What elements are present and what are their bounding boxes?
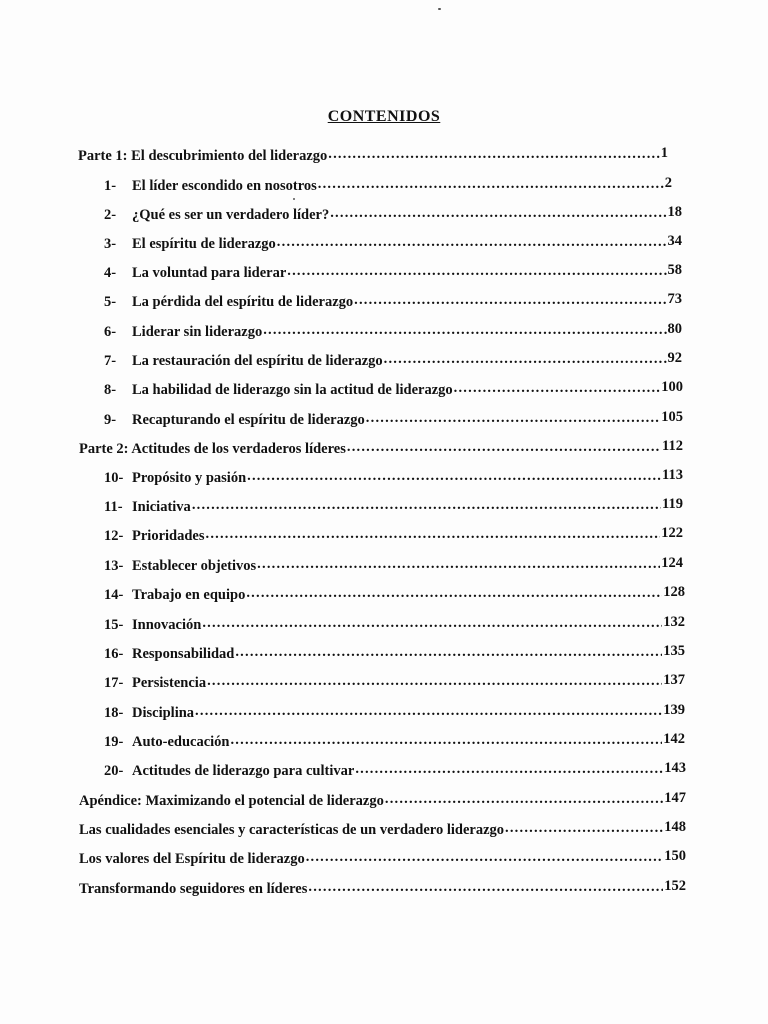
dot-leader	[230, 732, 662, 746]
toc-entry-page-number: 34	[667, 233, 682, 249]
dot-leader	[505, 820, 663, 834]
dot-leader	[366, 410, 660, 424]
toc-entry	[104, 292, 682, 312]
toc-entry-number: 17-	[104, 675, 124, 691]
toc-entry-page-number: 150	[664, 848, 686, 864]
toc-entry	[104, 615, 685, 635]
toc-entry-page-number: 1	[660, 145, 668, 161]
toc-entry	[104, 351, 682, 371]
toc-entry	[104, 176, 672, 196]
toc-entry-number: 3-	[104, 236, 117, 252]
toc-entry-label: Parte 2: Actitudes de los verdaderos líderes	[79, 441, 346, 457]
toc-entry	[104, 556, 683, 576]
scan-speck	[293, 198, 295, 200]
toc-entry	[104, 526, 683, 546]
toc-entry-number: 5-	[104, 294, 117, 310]
toc-entry	[78, 146, 668, 166]
toc-entry-page-number: 147	[664, 790, 686, 806]
toc-entry-number: 15-	[104, 617, 124, 633]
toc-entry	[104, 585, 685, 605]
toc-entry-page-number: 124	[661, 555, 683, 571]
toc-entry	[104, 234, 682, 254]
toc-entry-page-number: 119	[662, 496, 683, 512]
toc-entry	[104, 497, 683, 517]
toc-entry-page-number: 100	[661, 379, 683, 395]
toc-entry-page-number: 137	[663, 672, 685, 688]
toc-entry-label: Prioridades	[132, 528, 205, 544]
toc-entry	[104, 468, 683, 488]
toc-entry-label: Liderar sin liderazgo	[132, 324, 263, 340]
dot-leader	[263, 322, 666, 336]
toc-entry-label: El espíritu de liderazgo	[132, 236, 276, 252]
toc-entry-page-number: 139	[663, 702, 685, 718]
toc-entry-number: 18-	[104, 705, 124, 721]
toc-entry-number: 7-	[104, 353, 117, 369]
toc-entry-number: 20-	[104, 763, 124, 779]
toc-entry-label: La habilidad de liderazgo sin la actitud de liderazgo	[132, 382, 453, 398]
dot-leader	[384, 351, 667, 365]
toc-entry-label: Recapturando el espíritu de liderazgo	[132, 412, 365, 428]
toc-entry	[79, 791, 686, 811]
dot-leader	[306, 849, 664, 863]
toc-entry-number: 6-	[104, 324, 117, 340]
toc-entry-label: Apéndice: Maximizando el potencial de liderazgo	[79, 793, 384, 809]
toc-entry-number: 4-	[104, 265, 117, 281]
toc-entry-page-number: 148	[664, 819, 686, 835]
dot-leader	[454, 380, 661, 394]
toc-entry	[104, 410, 683, 430]
dot-leader	[385, 791, 663, 805]
dot-leader	[347, 439, 661, 453]
toc-entry	[104, 322, 682, 342]
toc-entry-page-number: 105	[661, 409, 683, 425]
toc-entry-page-number: 132	[663, 614, 685, 630]
toc-entry-label: Trabajo en equipo	[132, 587, 246, 603]
dot-leader	[235, 644, 662, 658]
toc-entry-number: 14-	[104, 587, 124, 603]
toc-entry-label: La restauración del espíritu de liderazgo	[132, 353, 383, 369]
toc-entry	[104, 380, 683, 400]
toc-entry-label: La pérdida del espíritu de liderazgo	[132, 294, 354, 310]
dot-leader	[354, 292, 666, 306]
toc-entry-page-number: 80	[667, 321, 682, 337]
toc-entry-label: Las cualidades esenciales y características de un verdadero liderazgo	[79, 822, 505, 838]
dot-leader	[206, 526, 661, 540]
toc-entry	[104, 644, 685, 664]
toc-entry-number: 11-	[104, 499, 123, 515]
toc-entry	[79, 849, 686, 869]
toc-entry-page-number: 142	[663, 731, 685, 747]
dot-leader	[287, 263, 666, 277]
toc-entry-page-number: 152	[664, 878, 686, 894]
toc-entry-page-number: 113	[662, 467, 683, 483]
toc-entry-page-number: 128	[663, 584, 685, 600]
toc-entry-number: 12-	[104, 528, 124, 544]
dot-leader	[207, 673, 662, 687]
dot-leader	[257, 556, 660, 570]
toc-entry	[79, 439, 683, 459]
toc-entry-number: 9-	[104, 412, 117, 428]
dot-leader	[308, 879, 663, 893]
dot-leader	[202, 615, 662, 629]
toc-entry	[104, 263, 682, 283]
toc-entry-label: La voluntad para liderar	[132, 265, 287, 281]
dot-leader	[355, 761, 663, 775]
toc-entry	[104, 673, 685, 693]
dot-leader	[246, 585, 662, 599]
scan-speck	[438, 8, 441, 10]
toc-entry-label: ¿Qué es ser un verdadero líder?	[132, 207, 330, 223]
toc-entry-page-number: 73	[667, 291, 682, 307]
toc-entry-label: Persistencia	[132, 675, 207, 691]
toc-entry	[79, 879, 686, 899]
toc-entry-number: 8-	[104, 382, 117, 398]
toc-entry-label: Innovación	[132, 617, 202, 633]
toc-entry-label: El líder escondido en nosotros	[132, 178, 317, 194]
toc-entry	[104, 761, 686, 781]
toc-entry-page-number: 135	[663, 643, 685, 659]
dot-leader	[328, 146, 659, 160]
toc-entry-page-number: 2	[664, 175, 672, 191]
toc-entry-label: Auto-educación	[132, 734, 230, 750]
toc-entry-number: 13-	[104, 558, 124, 574]
toc-entry-number: 2-	[104, 207, 117, 223]
toc-entry-page-number: 58	[667, 262, 682, 278]
dot-leader	[195, 703, 662, 717]
toc-entry-label: Disciplina	[132, 705, 195, 721]
toc-entry	[104, 703, 685, 723]
dot-leader	[330, 205, 666, 219]
dot-leader	[192, 497, 661, 511]
toc-entry-label: Transformando seguidores en líderes	[79, 881, 308, 897]
page-title: CONTENIDOS	[327, 108, 441, 125]
toc-entry-label: Actitudes de liderazgo para cultivar	[132, 763, 355, 779]
dot-leader	[247, 468, 661, 482]
toc-entry-number: 10-	[104, 470, 124, 486]
toc-entry-page-number: 92	[667, 350, 682, 366]
toc-entry-number: 19-	[104, 734, 124, 750]
toc-entry-page-number: 112	[662, 438, 683, 454]
toc-entry-number: 1-	[104, 178, 117, 194]
dot-leader	[277, 234, 667, 248]
toc-entry-label: Responsabilidad	[132, 646, 235, 662]
toc-entry-label: Iniciativa	[132, 499, 191, 515]
dot-leader	[318, 176, 664, 190]
toc-entry-page-number: 143	[664, 760, 686, 776]
toc-entry-label: Establecer objetivos	[132, 558, 257, 574]
toc-entry	[79, 820, 686, 840]
toc-entry	[104, 732, 685, 752]
toc-entry-page-number: 18	[667, 204, 682, 220]
toc-entry-number: 16-	[104, 646, 124, 662]
toc-entry-page-number: 122	[661, 525, 683, 541]
toc-entry	[104, 205, 682, 225]
toc-entry-label: Los valores del Espíritu de liderazgo	[79, 851, 305, 867]
toc-entry-label: Parte 1: El descubrimiento del liderazgo	[78, 148, 328, 164]
toc-entry-label: Propósito y pasión	[132, 470, 247, 486]
